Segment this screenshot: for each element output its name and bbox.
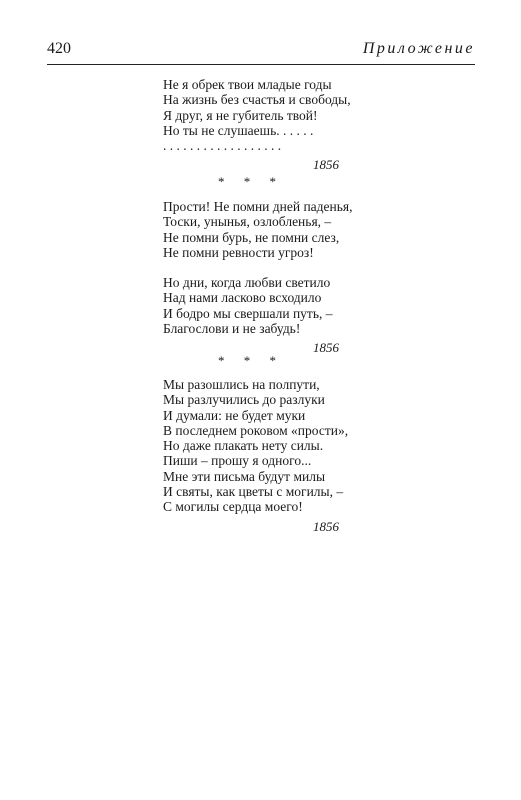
poem-line: И думали: не будет муки — [163, 407, 306, 423]
page-header — [47, 38, 475, 65]
poem-line: Не помни бурь, не помни слез, — [163, 229, 340, 245]
poem-line: Я друг, я не губитель твой! — [163, 107, 318, 123]
poem-line: С могилы сердца моего! — [163, 499, 303, 515]
poem-line: Но даже плакать нету силы. — [163, 438, 324, 454]
poem-line: И святы, как цветы с могилы, – — [163, 484, 344, 500]
running-title: Приложение — [362, 40, 475, 57]
stanza-gap — [163, 260, 339, 275]
poem-line: Над нами ласково всходило — [163, 290, 322, 306]
poem-line: Мы разошлись на полпути, — [163, 377, 320, 392]
poem-line: Не помни ревности угроз! — [163, 244, 314, 260]
poem-line: Тоски, унынья, озлобленья, – — [163, 214, 332, 230]
poem-line: Благослови и не забудь! — [163, 321, 301, 337]
poem-line: Мы разлучились до разлуки — [163, 392, 325, 408]
page-number: 420 — [47, 40, 71, 57]
poem-2 — [163, 199, 353, 356]
poem-1 — [163, 77, 351, 173]
poem-date: 1856 — [313, 157, 339, 173]
section-separator: * * * — [218, 353, 284, 368]
poem-line: Пиши – прошу я одного... — [163, 453, 312, 469]
section-separator: * * * — [218, 174, 284, 189]
poem-3 — [163, 377, 349, 534]
poem-line: На жизнь без счастья и свободы, — [163, 92, 351, 108]
poem-date: 1856 — [313, 340, 339, 356]
poem-line: Но ты не слушаешь. . . . . . — [163, 122, 314, 138]
poem-line: Мне эти письма будут милы — [163, 468, 326, 484]
poem-date: 1856 — [313, 518, 339, 534]
poem-line: Прости! Не помни дней паденья, — [163, 199, 353, 214]
poem-line: Но дни, когда любви светило — [163, 275, 331, 291]
poem-line: И бодро мы свершали путь, – — [163, 305, 333, 321]
poem-line: Не я обрек твои младые годы — [163, 77, 332, 92]
poem-line: . . . . . . . . . . . . . . . . . . — [163, 138, 282, 154]
poem-line: В последнем роковом «прости», — [163, 422, 349, 438]
